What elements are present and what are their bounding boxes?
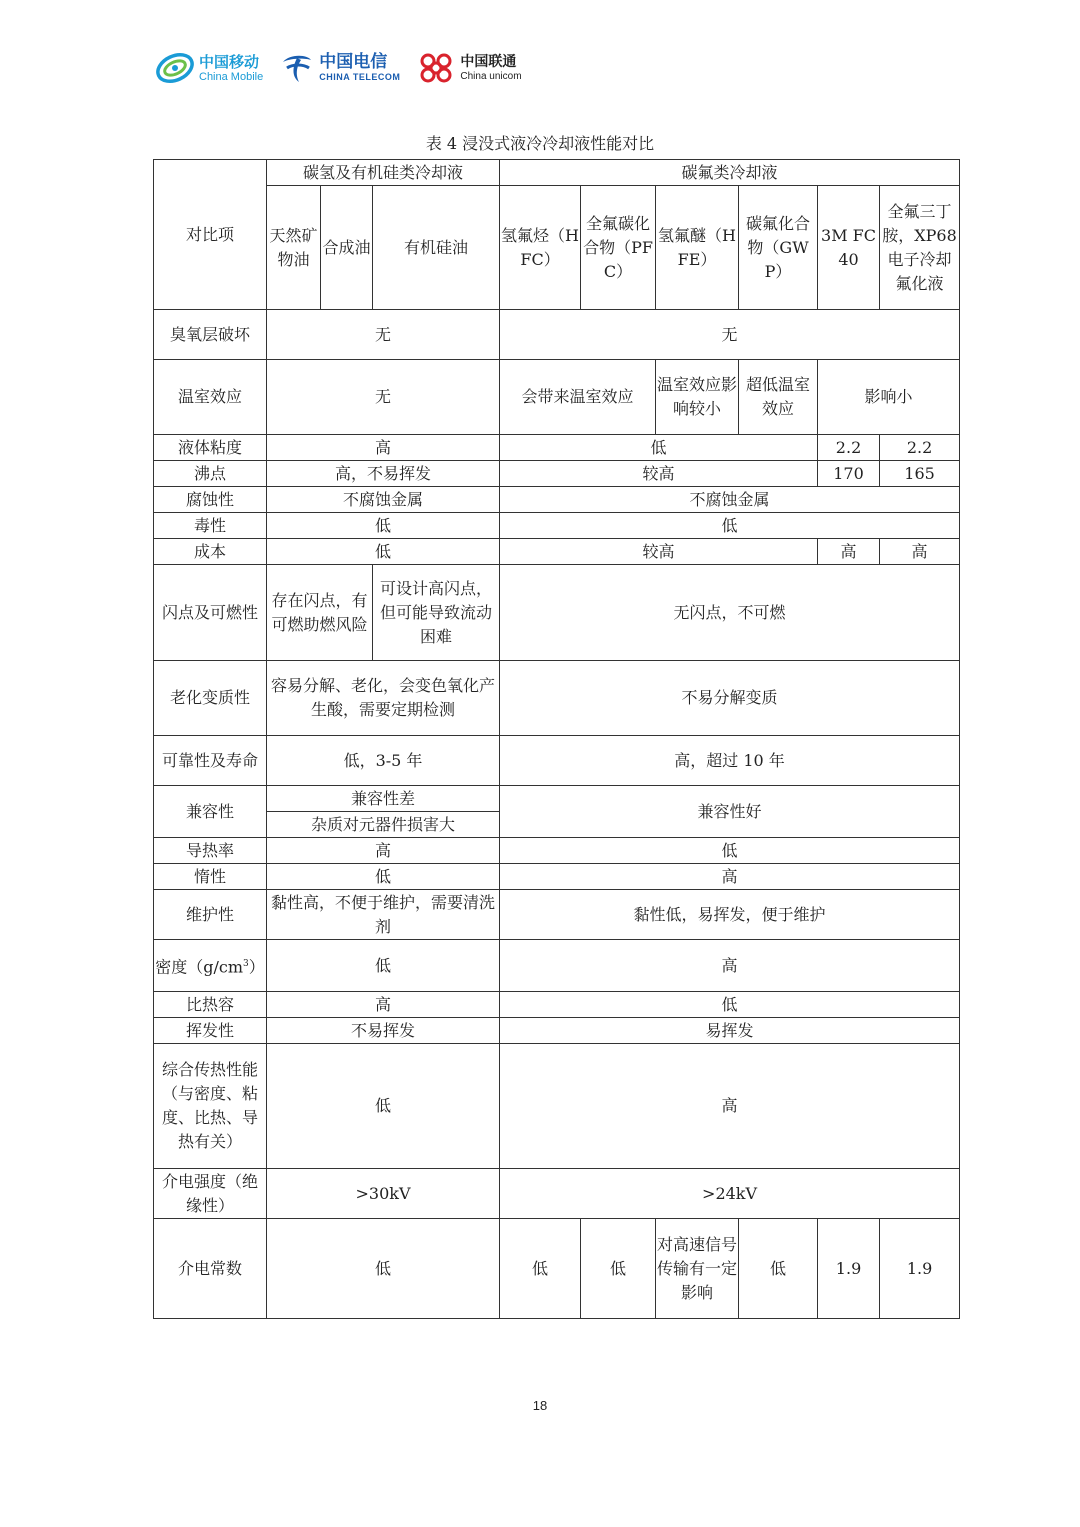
table-cell: 2.2 [880,435,960,461]
table-row [154,890,960,940]
china-unicom-name-en: China unicom [460,70,522,82]
table-cell: 不腐蚀金属 [500,487,960,513]
table-cell: 低 [739,1219,818,1319]
table-cell: 高 [818,539,880,565]
row-label-flash: 闪点及可燃性 [154,565,267,661]
row-label-ozone: 臭氧层破坏 [154,310,267,360]
row-label-toxicity: 毒性 [154,513,267,539]
row-label-boiling: 沸点 [154,461,267,487]
coolant-comparison-table [153,159,960,1319]
row-label-conductivity: 导热率 [154,838,267,864]
china-telecom-name-en: CHINA TELECOM [319,71,401,82]
col-header-hfe: 氢氟醚（HFE） [656,186,739,310]
china-unicom-name: 中国联通 [460,53,517,70]
row-label-greenhouse: 温室效应 [154,360,267,435]
table-row [154,992,960,1018]
table-row [154,461,960,487]
table-cell: 不易挥发 [267,1018,500,1044]
col-header-pfc: 全氟碳化合物（PFC） [581,186,656,310]
table-cell: 低 [500,838,960,864]
table-cell: 黏性低，易挥发，便于维护 [500,890,960,940]
col-header-hfc: 氢氟烃（HFC） [500,186,581,310]
table-cell: 低 [500,992,960,1018]
row-label-aging: 老化变质性 [154,661,267,736]
table-cell: 不腐蚀金属 [267,487,500,513]
table-row [154,539,960,565]
row-label-density [154,940,267,992]
col-header-mineral-oil: 天然矿物油 [267,186,321,310]
table-cell: 2.2 [818,435,880,461]
china-mobile-name-en: China Mobile [199,70,264,83]
table-row [154,186,960,310]
row-label-dielectric-const: 介电常数 [154,1219,267,1319]
table-cell: 无 [267,310,500,360]
table-row [154,1169,960,1219]
china-unicom-knot-icon [416,50,456,86]
row-label-viscosity: 液体粘度 [154,435,267,461]
table-row [154,160,960,186]
china-telecom-icon [279,50,315,86]
col-header-fc40: 3M FC40 [818,186,880,310]
density-label-end: ） [248,957,265,977]
table-cell: 高 [500,864,960,890]
table-cell: 低 [267,864,500,890]
table-row [154,1018,960,1044]
row-label-maintenance: 维护性 [154,890,267,940]
table-row [154,310,960,360]
row-label-heat-transfer: 综合传热性能（与密度、粘度、比热、导热有关） [154,1044,267,1169]
table-cell: 可设计高闪点，但可能导致流动困难 [373,565,500,661]
table-caption: 表 4 浸没式液冷冷却液性能对比 [425,134,655,153]
compare-item-header: 对比项 [154,160,267,310]
table-row [154,786,960,812]
table-cell: 低 [500,1219,581,1319]
china-mobile-icon [155,51,195,85]
table-cell: 低 [581,1219,656,1319]
table-cell: 容易分解、老化，会变色氧化产生酸，需要定期检测 [267,661,500,736]
table-cell: 高 [267,992,500,1018]
china-mobile-name: 中国移动 [199,52,260,71]
table-cell: 易挥发 [500,1018,960,1044]
table-row [154,513,960,539]
table-row [154,736,960,786]
table-cell: 较高 [500,539,818,565]
row-label-reliability: 可靠性及寿命 [154,736,267,786]
row-label-cost: 成本 [154,539,267,565]
table-cell: >24kV [500,1169,960,1219]
table-cell: 低 [267,513,500,539]
table-cell: >30kV [267,1169,500,1219]
table-cell: 高 [267,838,500,864]
col-header-silicone-oil: 有机硅油 [373,186,500,310]
table-cell: 高，超过 10 年 [500,736,960,786]
table-row [154,565,960,661]
col-header-xp68: 全氟三丁胺，XP68 电子冷却氟化液 [880,186,960,310]
table-row [154,1219,960,1319]
table-cell: 低 [267,940,500,992]
table-cell: 低 [267,1219,500,1319]
table-row [154,940,960,992]
table-cell: 对高速信号传输有一定影响 [656,1219,739,1319]
table-cell: 黏性高，不便于维护，需要清洗剂 [267,890,500,940]
table-cell: 低 [267,539,500,565]
table-cell: 杂质对元器件损害大 [267,812,500,838]
table-cell: 会带来温室效应 [500,360,656,435]
row-label-heat-capacity: 比热容 [154,992,267,1018]
table-cell: 存在闪点，有可燃助燃风险 [267,565,373,661]
row-label-compat: 兼容性 [154,786,267,838]
row-label-inertness: 惰性 [154,864,267,890]
table-row [154,864,960,890]
group-header-hydrocarbon: 碳氢及有机硅类冷却液 [267,160,500,186]
table-cell: 超低温室效应 [739,360,818,435]
table-cell: 高 [880,539,960,565]
table-cell: 1.9 [818,1219,880,1319]
china-telecom-name: 中国电信 [319,51,388,72]
table-cell: 兼容性好 [500,786,960,838]
table-cell: 影响小 [818,360,960,435]
table-cell: 低，3-5 年 [267,736,500,786]
table-cell: 165 [880,461,960,487]
header-logos [155,46,538,90]
row-label-corrosion: 腐蚀性 [154,487,267,513]
page-number: 18 [532,1398,548,1413]
table-cell: 不易分解变质 [500,661,960,736]
table-row [154,661,960,736]
table-row [154,838,960,864]
table-cell: 1.9 [880,1219,960,1319]
china-telecom-logo [279,50,400,86]
table-cell: 温室效应影响较小 [656,360,739,435]
table-cell: 170 [818,461,880,487]
china-mobile-logo [155,51,263,85]
table-row [154,1044,960,1169]
table-cell: 无 [500,310,960,360]
table-row [154,487,960,513]
table-cell: 兼容性差 [267,786,500,812]
col-header-synthetic-oil: 合成油 [321,186,373,310]
china-unicom-logo [416,50,521,86]
group-header-fluorocarbon: 碳氟类冷却液 [500,160,960,186]
table-cell: 低 [500,435,818,461]
table-cell: 无 [267,360,500,435]
row-label-volatility: 挥发性 [154,1018,267,1044]
col-header-gwp: 碳氟化合物（GWP） [739,186,818,310]
table-cell: 高 [500,940,960,992]
density-label-text: 密度（g/cm [155,957,244,977]
table-cell: 无闪点，不可燃 [500,565,960,661]
table-row [154,360,960,435]
table-row [154,435,960,461]
row-label-dielectric-strength: 介电强度（绝缘性） [154,1169,267,1219]
table-cell: 高 [500,1044,960,1169]
table-cell: 低 [267,1044,500,1169]
table-cell: 较高 [500,461,818,487]
density-label-sup: 3 [243,958,249,969]
table-cell: 低 [500,513,960,539]
table-cell: 高，不易挥发 [267,461,500,487]
table-cell: 高 [267,435,500,461]
